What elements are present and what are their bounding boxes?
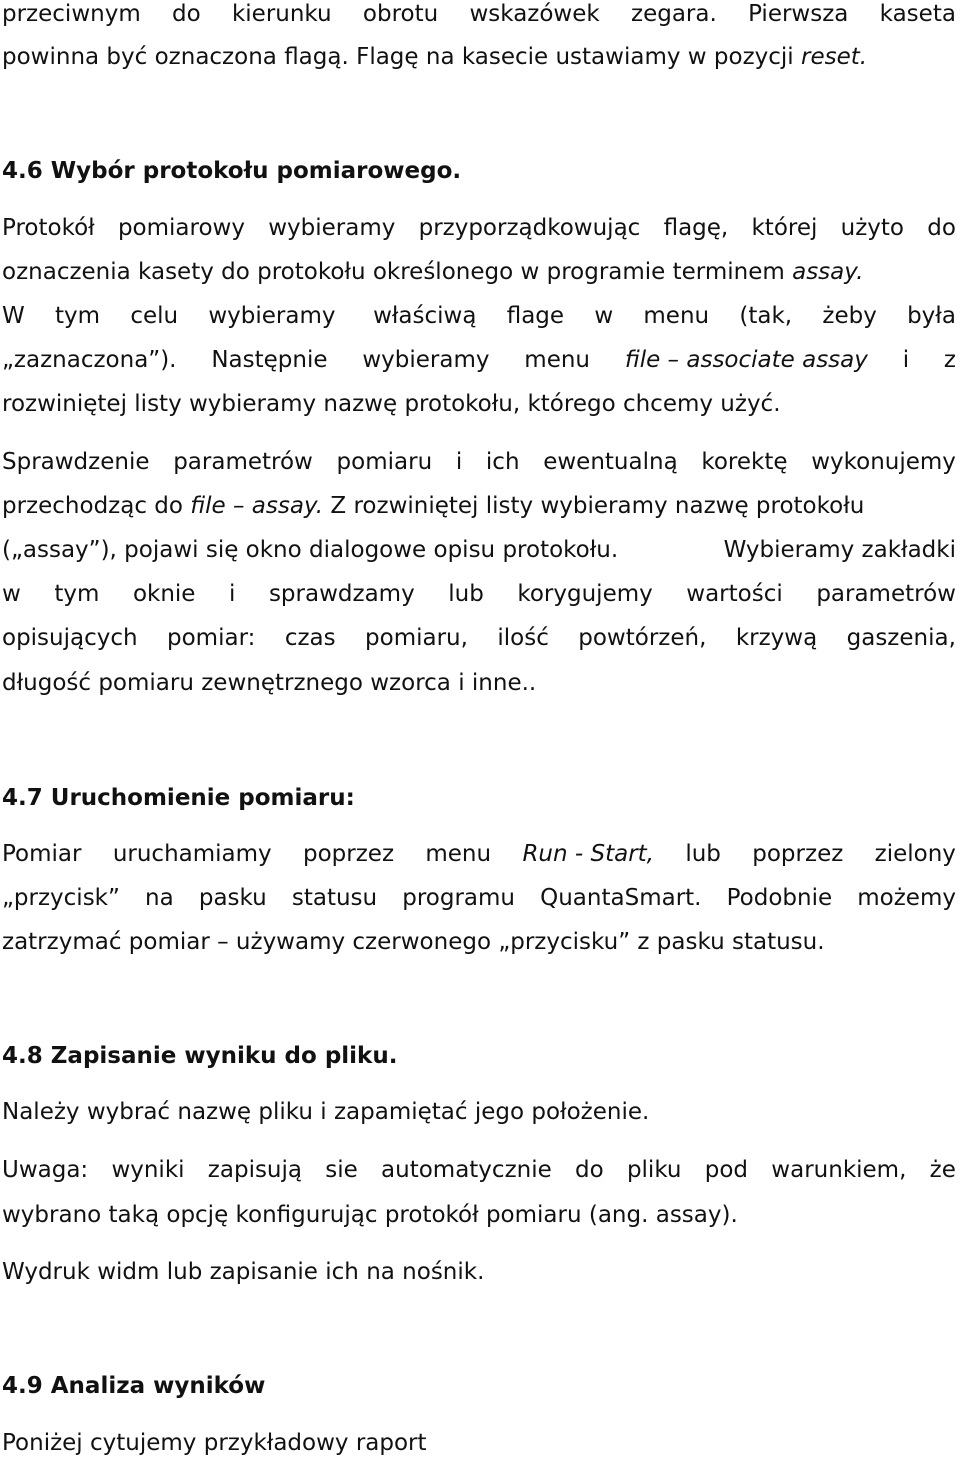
s46-p1-line-3: W tym celu wybieramy właściwą flage w menu (tak, żeby była: [2, 303, 956, 329]
s46-p2-line-6: długość pomiaru zewnętrznego wzorca i inne..: [2, 670, 537, 696]
s46-p1-line-1: Protokół pomiarowy wybieramy przyporządkowując flagę, której użyto do: [2, 215, 956, 241]
s48-p2-line-2: wybrano taką opcję konfigurując protokół pomiaru (ang. assay).: [2, 1202, 738, 1228]
s48-p1: Należy wybrać nazwę pliku i zapamiętać jego położenie.: [2, 1099, 650, 1125]
s47-line-2: „przycisk” na pasku statusu programu QuantaSmart. Podobnie możemy: [2, 885, 956, 911]
section-4-8-heading: 4.8 Zapisanie wyniku do pliku.: [2, 1043, 398, 1069]
s48-p3: Wydruk widm lub zapisanie ich na nośnik.: [2, 1259, 485, 1285]
s46-p2-line-2: przechodząc do file – assay. Z rozwiniętej listy wybieramy nazwę protokołu: [2, 493, 865, 519]
s46-p2-line-4: w tym oknie i sprawdzamy lub korygujemy wartości parametrów: [2, 581, 956, 607]
s47-line-1: Pomiar uruchamiamy poprzez menu Run - Start, lub poprzez zielony: [2, 841, 956, 867]
section-4-6-heading: 4.6 Wybór protokołu pomiarowego.: [2, 158, 462, 184]
section-4-9-heading: 4.9 Analiza wyników: [2, 1373, 266, 1399]
s46-p2-line-5: opisujących pomiar: czas pomiaru, ilość powtórzeń, krzywą gaszenia,: [2, 625, 956, 651]
s46-p1-line-4: „zaznaczona”). Następnie wybieramy menu file – associate assay i z: [2, 347, 956, 373]
s48-p2-line-1: Uwaga: wyniki zapisują sie automatycznie do pliku pod warunkiem, że: [2, 1157, 956, 1183]
section-4-7-heading: 4.7 Uruchomienie pomiaru:: [2, 785, 355, 811]
intro-line-2: powinna być oznaczona flagą. Flagę na kasecie ustawiamy w pozycji reset.: [2, 44, 868, 70]
s47-line-3: zatrzymać pomiar – używamy czerwonego „przycisku” z pasku statusu.: [2, 929, 825, 955]
s49-p1: Poniżej cytujemy przykładowy raport: [2, 1430, 427, 1456]
s46-p2-line-1: Sprawdzenie parametrów pomiaru i ich ewentualną korektę wykonujemy: [2, 449, 956, 475]
s46-p2-line-3: („assay”), pojawi się okno dialogowe opisu protokołu. Wybieramy zakładki: [2, 537, 956, 563]
s46-p1-line-2: oznaczenia kasety do protokołu określonego w programie terminem assay.: [2, 259, 864, 285]
intro-line-1: przeciwnym do kierunku obrotu wskazówek zegara. Pierwsza kaseta: [2, 1, 956, 27]
s46-p1-line-5: rozwiniętej listy wybieramy nazwę protokołu, którego chcemy użyć.: [2, 391, 781, 417]
